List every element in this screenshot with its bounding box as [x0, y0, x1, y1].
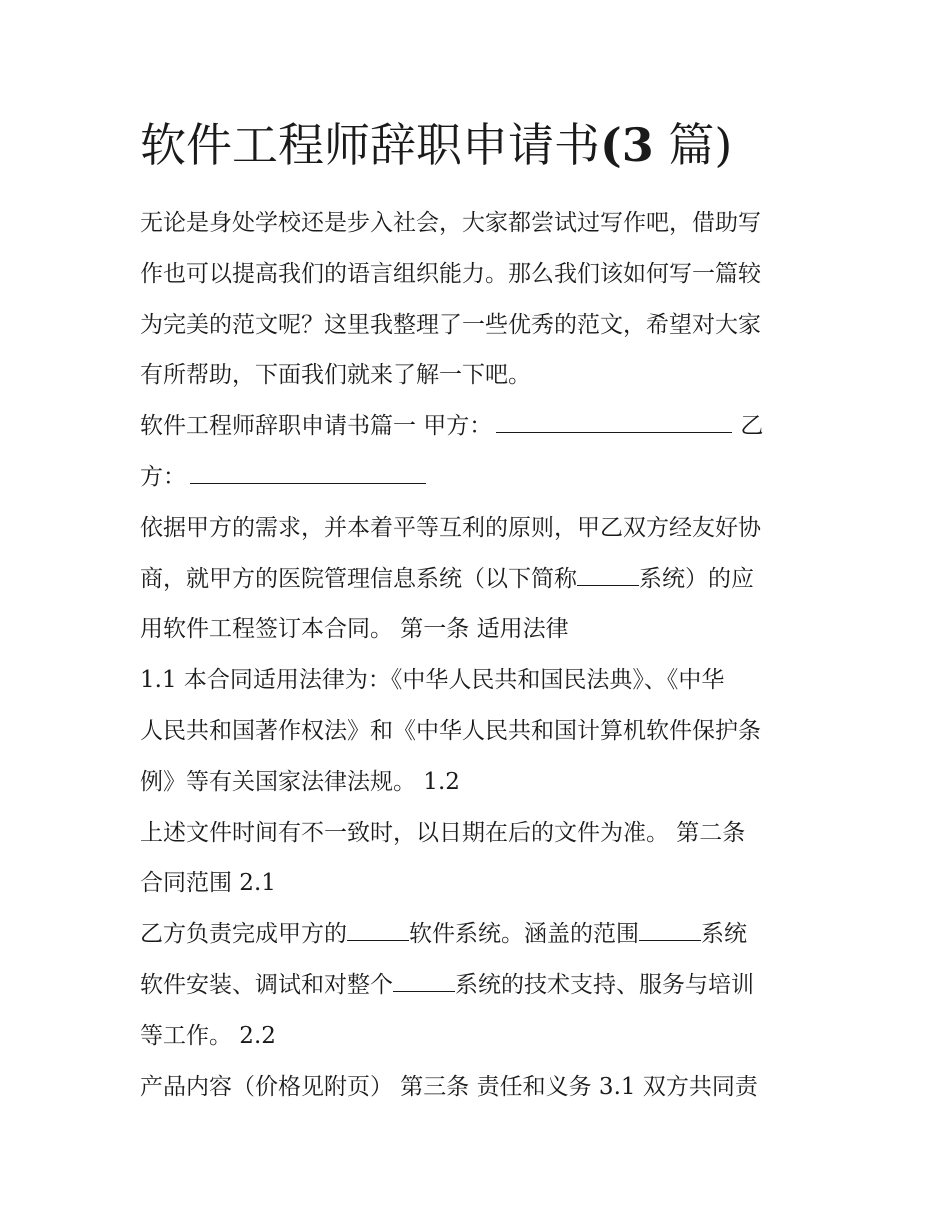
- body-line: 合同范围 2.1: [140, 870, 276, 897]
- title-main: 软件工程师辞职申请书: [140, 118, 600, 172]
- scope-system-blank: [639, 919, 701, 941]
- document-title: [140, 112, 840, 178]
- software-system-blank: [347, 919, 409, 941]
- party-b-blank: [190, 462, 426, 484]
- party-b-line: [140, 452, 820, 503]
- title-paren-open: (: [600, 118, 622, 172]
- body-line: 1.1 本合同适用法律为：《中华人民共和国民法典》、《中华: [140, 667, 725, 694]
- party-a-blank: [496, 412, 732, 434]
- body-line: 为完美的范文呢？这里我整理了一些优秀的范文，希望对大家: [140, 311, 761, 338]
- title-number: 3: [621, 118, 654, 172]
- system-name-blank: [577, 564, 639, 586]
- body-line: 用软件工程签订本合同。 第一条 适用法律: [140, 616, 569, 643]
- body-line: 等工作。 2.2: [140, 1022, 276, 1049]
- party-a-label: 软件工程师辞职申请书篇一 甲方：: [140, 413, 493, 440]
- body-line: 依据甲方的需求，并本着平等互利的原则，甲乙双方经友好协: [140, 514, 761, 541]
- body-line: 乙方负责完成甲方的 软件系统。涵盖的范围 系统: [140, 921, 747, 948]
- party-b-label: 方：: [140, 463, 186, 490]
- body-line: 产品内容（价格见附页） 第三条 责任和义务 3.1 双方共同责: [140, 1073, 758, 1100]
- body-line: 软件安装、调试和对整个 系统的技术支持、服务与培训: [140, 971, 754, 998]
- document-body: [140, 198, 820, 1112]
- party-a-line: [140, 401, 820, 452]
- body-line: 人民共和国著作权法》和《中华人民共和国计算机软件保护条: [140, 717, 761, 744]
- party-b-prefix: 乙: [740, 413, 764, 440]
- support-system-blank: [393, 970, 455, 992]
- title-suffix: 篇): [653, 118, 733, 172]
- body-line: 作也可以提高我们的语言组织能力。那么我们该如何写一篇较: [140, 260, 761, 287]
- body-line: 无论是身处学校还是步入社会，大家都尝试过写作吧，借助写: [140, 210, 761, 236]
- body-line: 上述文件时间有不一致时，以日期在后的文件为准。 第二条: [140, 819, 746, 846]
- body-line: 商，就甲方的医院管理信息系统（以下简称 系统）的应: [140, 565, 754, 592]
- body-line: 有所帮助，下面我们就来了解一下吧。: [140, 362, 531, 389]
- body-line: 例》等有关国家法律法规。 1.2: [140, 768, 460, 795]
